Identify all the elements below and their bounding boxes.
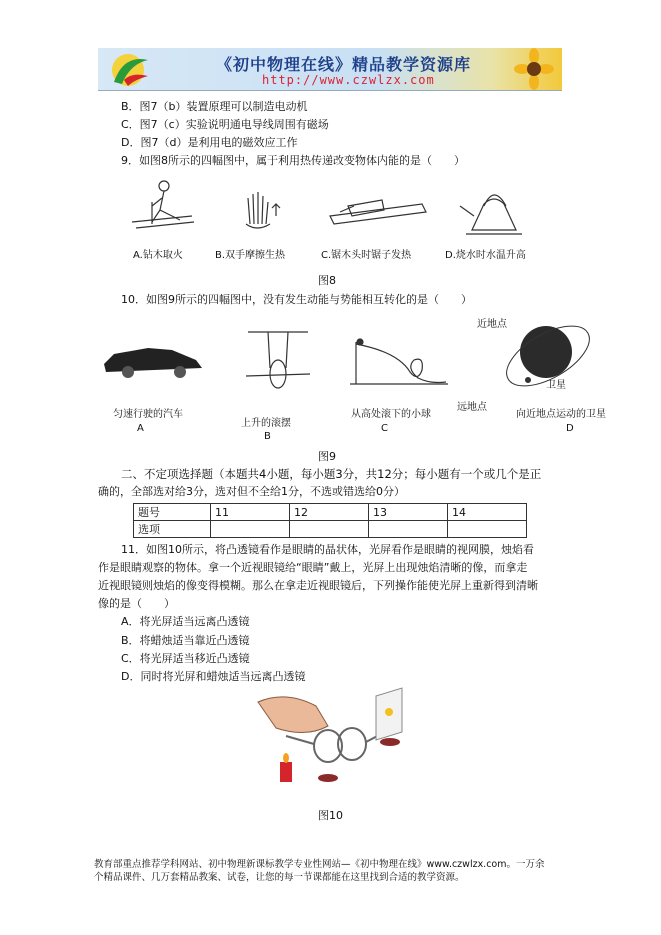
figure-9-caption-c: 从高处滚下的小球 <box>351 409 431 420</box>
label-far-point: 远地点 <box>457 402 487 413</box>
figure-8-caption-a: A.钻木取火 <box>133 250 183 261</box>
figure-8-caption-c: C.锯木头时锯子发热 <box>321 250 412 261</box>
figure-8-caption-d: D.烧水时水温升高 <box>445 250 526 261</box>
table-cell: 13 <box>369 504 448 521</box>
figure-9-letter-d: D <box>566 423 574 434</box>
option-line-d: D．图7（d）是利用电的磁效应工作 <box>121 136 298 149</box>
label-satellite: 卫星 <box>546 380 566 391</box>
table-row <box>134 504 527 521</box>
figure-9-letter-a: A <box>137 423 144 434</box>
answer-table <box>133 503 527 538</box>
figure-10-label: 图10 <box>318 809 343 822</box>
answer-cell-14[interactable] <box>448 521 527 538</box>
figure-8-label: 图8 <box>318 274 336 287</box>
figure-9-caption-d: 向近地点运动的卫星 <box>516 409 606 420</box>
question-9-text: 9．如图8所示的四幅图中，属于利用热传递改变物体内能的是（ ） <box>121 154 465 167</box>
footer-line-2: 个精品课件、几万套精品教案、试卷，让您的每一节课都能在这里找到合适的教学资源。 <box>94 872 465 883</box>
figure-9-letter-c: C <box>381 423 388 434</box>
figure-9-caption-a: 匀速行驶的汽车 <box>113 409 183 420</box>
label-near-point: 近地点 <box>477 319 507 330</box>
table-cell: 选项 <box>134 521 211 538</box>
question-11-line-2: 作是眼睛观察的物体。拿一个近视眼镜给“眼睛”戴上，光屏上出现烛焰清晰的像，而拿走 <box>98 561 528 574</box>
answer-cell-12[interactable] <box>290 521 369 538</box>
figure-9-illustrations <box>98 312 608 412</box>
question-11-line-3: 近视眼镜则烛焰的像变得模糊。那么在拿走近视眼镜后，下列操作能使光屏上重新得到清晰 <box>98 579 538 592</box>
footer-line-1: 教育部重点推荐学科网站、初中物理新课标教学专业性网站—《初中物理在线》www.czwlzx.com。一万余 <box>94 859 545 870</box>
section-2-line-2: 确的，全部选对给3分，选对但不全给1分，不选或错选给0分） <box>98 485 405 498</box>
footer <box>94 858 572 884</box>
banner-url[interactable]: http://www.czwlzx.com <box>262 73 435 87</box>
site-logo-icon <box>104 50 164 90</box>
sunflower-icon <box>500 48 562 90</box>
answer-cell-13[interactable] <box>369 521 448 538</box>
section-2-line-1: 二、不定项选择题（本题共4小题，每小题3分，共12分；每小题有一个或几个是正 <box>121 467 542 481</box>
banner-title: 《初中物理在线》精品教学资源库 <box>216 55 472 74</box>
question-11-option-b: B．将蜡烛适当靠近凸透镜 <box>121 634 250 647</box>
question-11-option-a: A．将光屏适当远离凸透镜 <box>121 615 250 628</box>
figure-9-caption-b: 上升的滚摆 <box>241 418 291 429</box>
question-11-option-d: D．同时将光屏和蜡烛适当远离凸透镜 <box>121 670 306 683</box>
figure-9-letter-b: B <box>264 431 271 442</box>
figure-10-illustration <box>256 686 416 798</box>
table-row <box>134 521 527 538</box>
table-cell: 12 <box>290 504 369 521</box>
question-10-text: 10．如图9所示的四幅图中，没有发生动能与势能相互转化的是（ ） <box>121 293 472 306</box>
figure-8-caption-b: B.双手摩擦生热 <box>215 250 286 261</box>
question-11-line-1: 11．如图10所示，将凸透镜看作是眼睛的晶状体，光屏看作是眼睛的视网膜，烛焰看 <box>121 543 534 556</box>
figure-8-illustrations <box>122 176 542 242</box>
answer-cell-11[interactable] <box>211 521 290 538</box>
option-line-c: C．图7（c）实验说明通电导线周围有磁场 <box>121 118 329 131</box>
figure-9-label: 图9 <box>318 450 336 463</box>
question-11-option-c: C．将光屏适当移近凸透镜 <box>121 652 250 665</box>
question-11-line-4: 像的是（ ） <box>98 597 175 610</box>
option-line-b: B．图7（b）装置原理可以制造电动机 <box>121 100 308 113</box>
table-cell: 11 <box>211 504 290 521</box>
table-cell: 题号 <box>134 504 211 521</box>
table-cell: 14 <box>448 504 527 521</box>
